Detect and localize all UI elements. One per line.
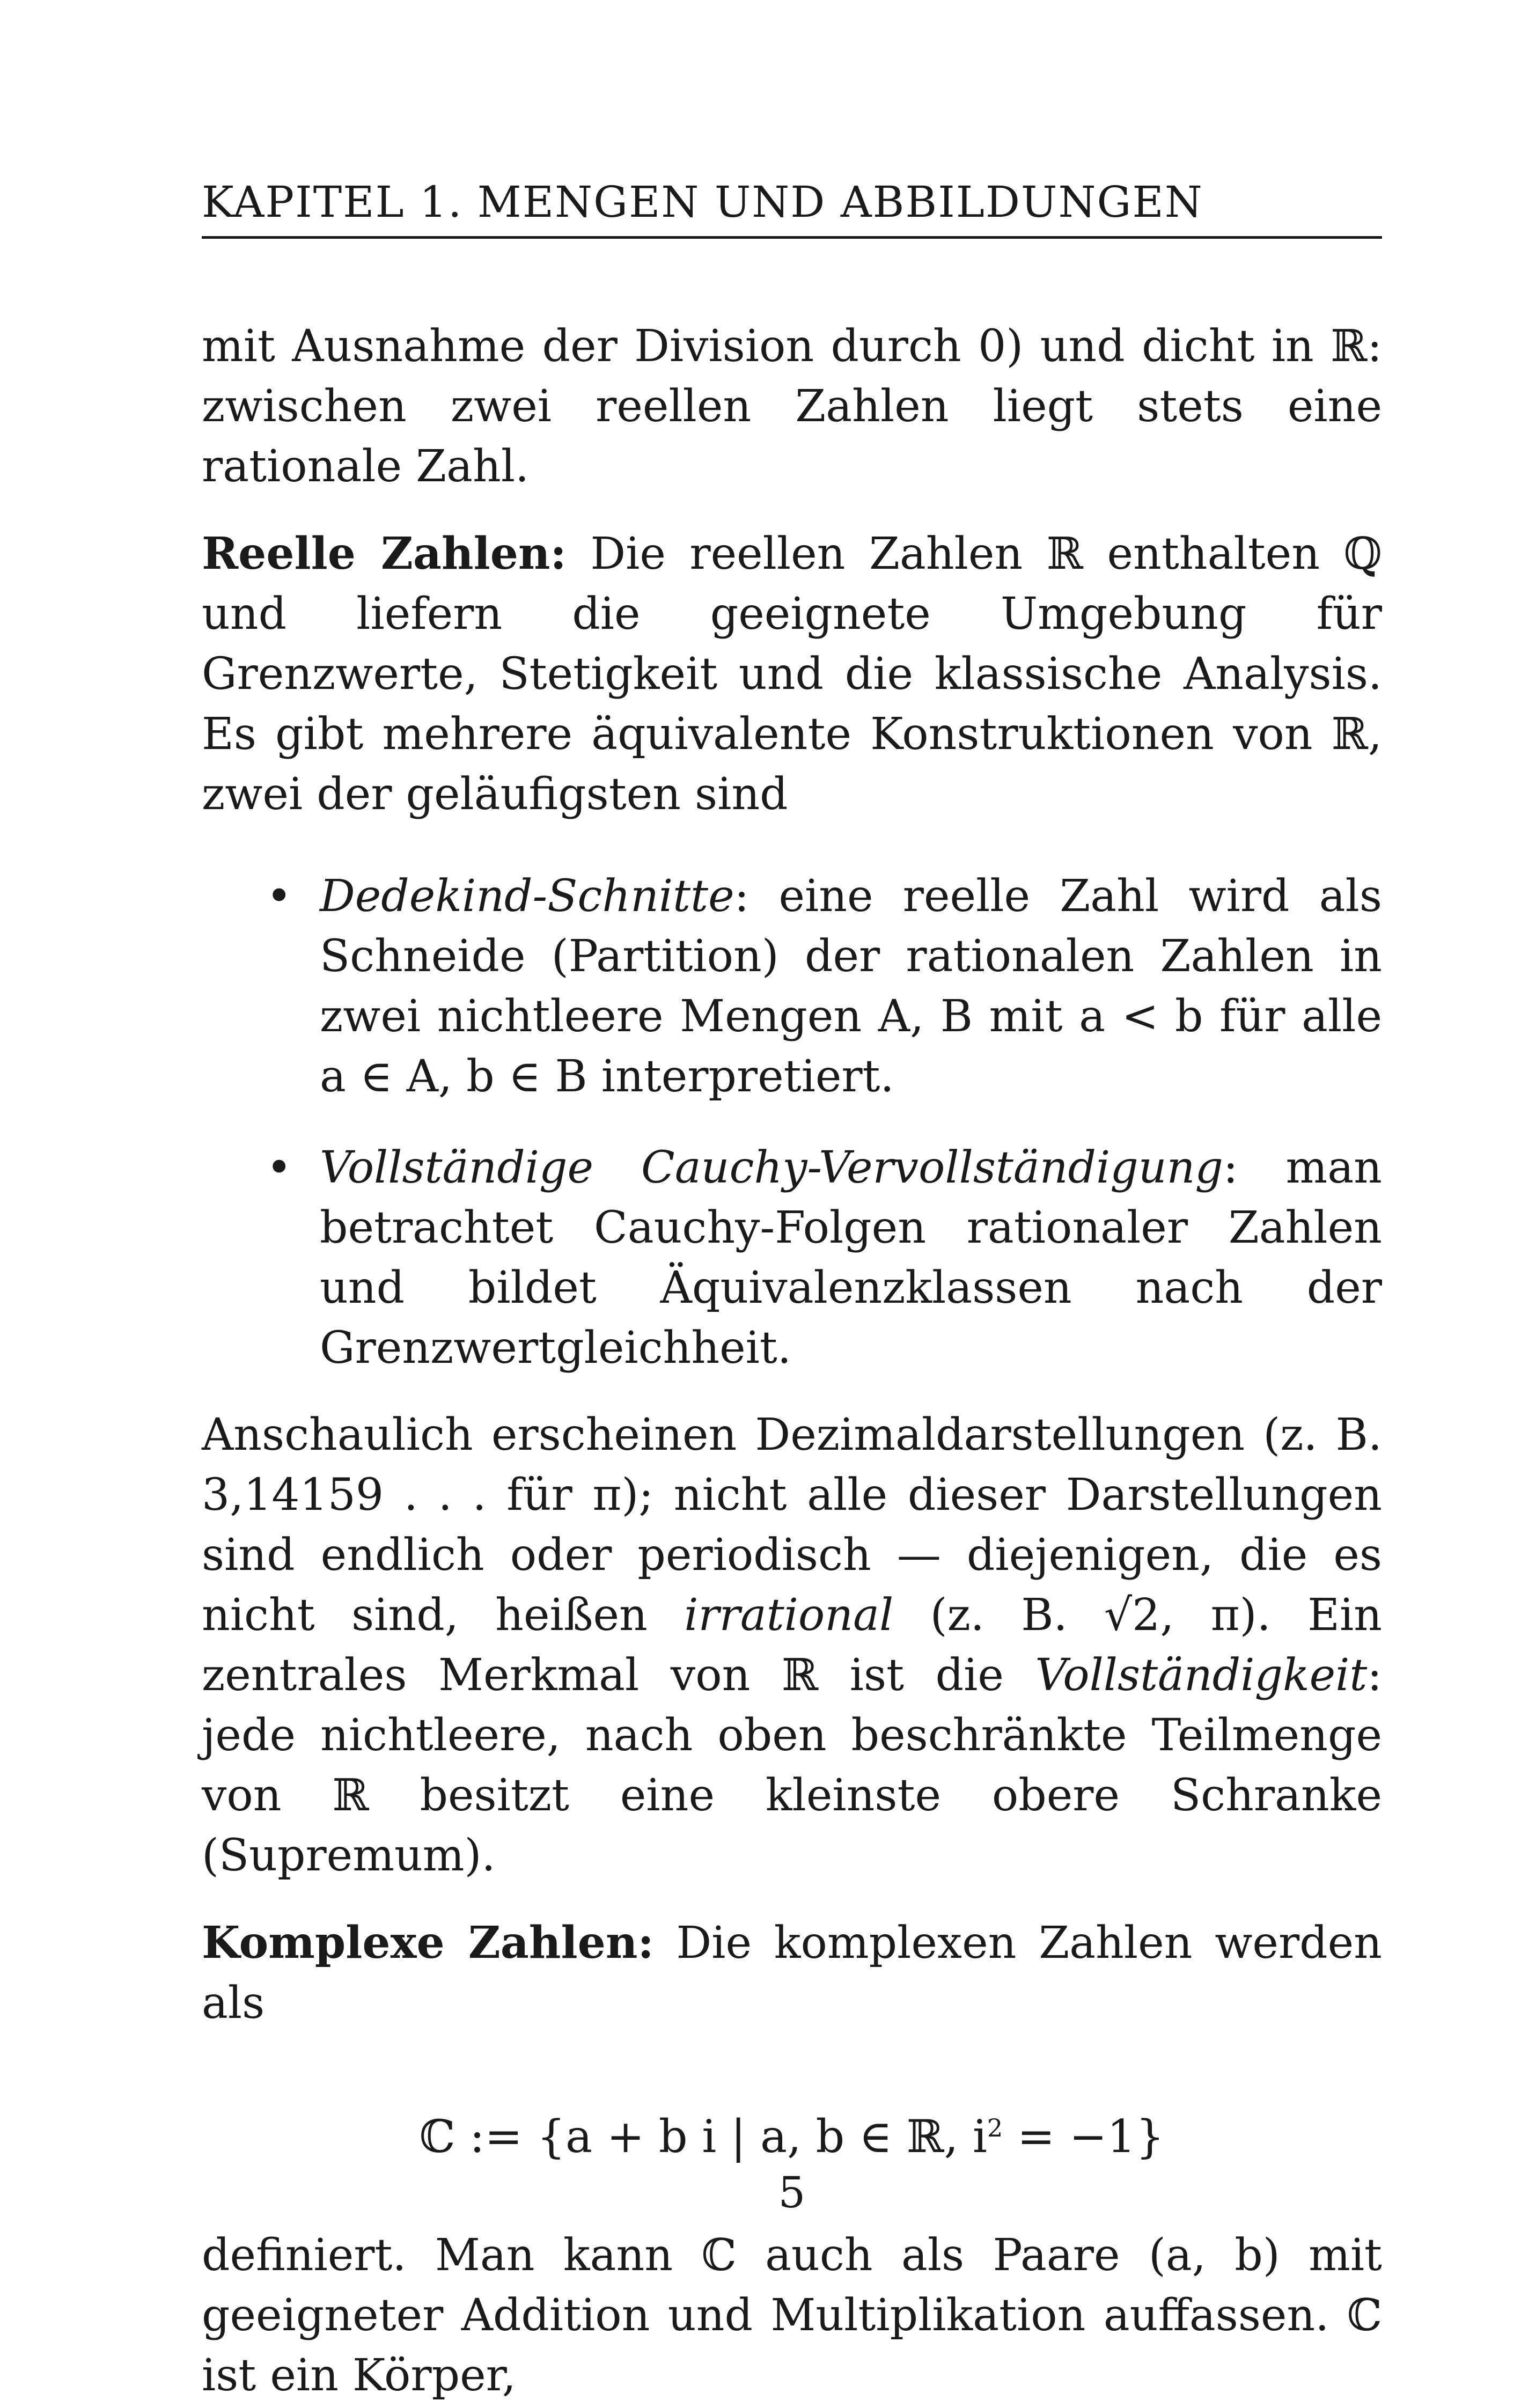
dedekind-term: Dedekind-Schnitte	[320, 871, 734, 922]
decimal-text-2: (z. B. √2, π). Ein zentrales Merkmal von ℝ ist die	[202, 1590, 1382, 1701]
cauchy-term: Vollständige Cauchy-Vervollständigung	[320, 1142, 1223, 1193]
decimal-text-3: : jede nichtleere, nach oben beschränkte Teilmenge von ℝ besitzt eine kleinste obere Schranke (Supremum).	[202, 1650, 1382, 1881]
page-body	[202, 317, 1382, 2406]
list-item-cauchy	[202, 1138, 1382, 1378]
complex-paragraph	[202, 1913, 1382, 2033]
formula-exponent: 2	[987, 2113, 1003, 2142]
book-page	[202, 0, 1382, 2408]
complex-text: Die komplexen Zahlen werden als	[202, 1918, 1382, 2029]
irrational-term: irrational	[684, 1590, 894, 1641]
running-header: KAPITEL 1. MENGEN UND ABBILDUNGEN	[202, 173, 1382, 239]
dedekind-text: : eine reelle Zahl wird als Schneide (Partition) der rationalen Zahlen in zwei nichtleere Mengen A, B mit a < b für alle a ∈ A, b ∈ B interpretiert.	[320, 871, 1382, 1102]
bullet-icon: •	[266, 1142, 292, 1193]
complex-formula	[202, 2098, 1382, 2167]
formula-main: ℂ := {a + b i | a, b ∈ ℝ, i	[419, 2110, 987, 2163]
completeness-term: Vollständigkeit	[1035, 1650, 1368, 1701]
reals-text: Die reellen Zahlen ℝ enthalten ℚ und liefern die geeignete Umgebung für Grenzwerte, Stetigkeit und die klassische Analysis. Es gibt mehrere äquivalente Konstruktionen von ℝ, zwei der geläufigsten sind	[202, 528, 1382, 820]
intro-paragraph: mit Ausnahme der Division durch 0) und dicht in ℝ: zwischen zwei reellen Zahlen liegt stets eine rationale Zahl.	[202, 321, 1382, 492]
bullet-icon: •	[266, 871, 292, 922]
complex-after-paragraph: definiert. Man kann ℂ auch als Paare (a, b) mit geeigneter Addition und Multiplikation auffassen. ℂ ist ein Körper,	[202, 2230, 1382, 2401]
constructions-list	[202, 867, 1382, 1378]
page-number: 5	[778, 2168, 806, 2218]
decimal-text-1: Anschaulich erscheinen Dezimaldarstellungen (z. B. 3,14159 . . . für π); nicht alle dieser Darstellungen sind endlich oder periodisch — diejenigen, die es nicht sind, heißen	[202, 1409, 1382, 1641]
reals-heading: Reelle Zahlen:	[202, 528, 567, 579]
cauchy-text: : man betrachtet Cauchy-Folgen rationaler Zahlen und bildet Äquivalenzklassen nach der Grenzwertgleichheit.	[320, 1142, 1382, 1374]
formula-tail: = −1}	[1003, 2110, 1165, 2163]
reals-paragraph	[202, 524, 1382, 825]
complex-heading: Komplexe Zahlen:	[202, 1917, 654, 1969]
decimal-paragraph	[202, 1405, 1382, 1886]
list-item-dedekind	[202, 867, 1382, 1107]
